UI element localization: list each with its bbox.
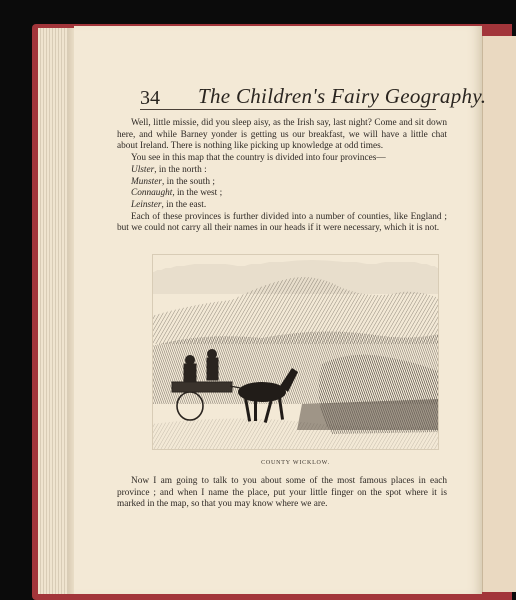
page-number: 34 bbox=[140, 87, 160, 109]
intro-paragraph: Well, little missie, did you sleep aisy, as the Irish say, last night? Come and sit down here, and while Barney yonder is getting us our breakfast, we will have a little chat about Ireland. There is nothing like picking up knowledge at odd times. bbox=[117, 118, 447, 152]
closing-paragraph: Now I am going to talk to you about some of the most famous places in each province ; and when I name the place, put your little finger on the spot where it is marked in the map, so that you may know where we are. bbox=[117, 476, 447, 510]
running-title: The Children's Fairy Geography. bbox=[198, 84, 487, 108]
province-munster: Munster, in the south ; bbox=[131, 176, 215, 187]
province-connaught: Connaught, in the west ; bbox=[131, 188, 223, 199]
province-ulster: Ulster, in the north : bbox=[131, 164, 207, 175]
counties-paragraph: Each of these provinces is further divided into a number of counties, like England ; but we could not carry all their names in our heads if it were necessary, which it is not. bbox=[117, 211, 447, 234]
illustration-caption: COUNTY WICKLOW. bbox=[261, 460, 330, 466]
county-wicklow-engraving bbox=[152, 254, 439, 450]
provinces-intro: You see in this map that the country is divided into four provinces— bbox=[131, 153, 386, 164]
province-leinster: Leinster, in the east. bbox=[131, 199, 207, 210]
page-edges bbox=[38, 28, 68, 594]
header-rule bbox=[140, 109, 436, 110]
body-text-top bbox=[117, 118, 447, 235]
body-text-bottom bbox=[117, 476, 447, 511]
facing-page-edge bbox=[482, 36, 516, 592]
